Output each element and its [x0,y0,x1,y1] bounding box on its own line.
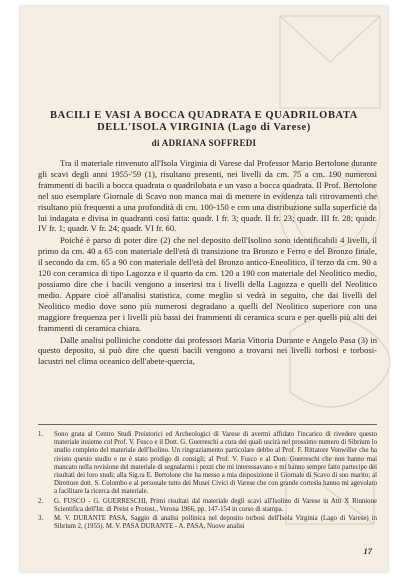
footnote-text: G. FUSCO - G. GUERRESCHI, Primi risultati dal materiale degli scavi all'Isolino di Varese in Atti X Riunione Scientifica dell'Ist. di Preist e Protost., Verona 1966, pp. 147-154 in corso di stampa. [54,497,377,513]
footnote-number: 1. [38,431,44,438]
article-author: di ADRIANA SOFFREDI [151,138,257,148]
article-body [38,158,377,368]
footnote-number: 2. [38,497,44,505]
article-title-line-1: BACILI E VASI A BOCCA QUADRATA E QUADRILOBATA [50,110,358,121]
body-paragraph: Poiché è parso di poter dire (2) che nel deposito dell'Isolino sono identificabili 4 livelli, il primo da cm. 40 a 65 con materiale dell'età di transizione tra Bronzo e Ferro e del Bronzo finale, il secondo da cm. 65 a 90 con materiale dell'età del Bronzo antico-Eneolitico, il terzo da cm. 90 a 120 con ceramica di tipo Lagozza e il quarto da cm. 120 a 190 con materiale del Neolitico medio, possiamo dire che i bacili vengono a inserirsi tra i livelli della Lagozza e quelli del Neolitico medio. Appare cioè all'analisi statistica, come meglio si vedrà in seguito, che dai livelli del Neolitico medio dove sono più numerosi degradano a quelli del Neolitico superiore con una maggiore frequenza per i livelli più bassi dei frammenti di ceramica scura e per quelli più alti dei frammenti di ceramica chiara. [38,235,377,333]
footnote-text: Sono grata al Centro Studi Preistorici ed Archeologici di Varese di avermi affidato l'incarico di rivedere questo materiale insieme col Prof. V. Fusco e il Dott. G. Guerreschi a cura dei quali uscirà nel prossimo numero di Sibrium lo studio completo del materiale dell'Isolino. Un ringraziamento particolare debbo al Prof. F. Rittatore Vonwiller che ha rivisto questo studio e ne è stato prodigo di consigli; al Prof. V. Fusco e al Dott. Guerreschi che non hanno mai mancato nella revisione del materiale di segnalarmi i pezzi che mi interessavano e mi hanno sempre fatto partecipe dei risultati dei loro studi; alla Sig.ra E. Bertolone che ha messo a mia disposizione il Giornale di Scavo di suo marito; al Direttore dott. S. Colombo e al personale tutto dei Musei Civici di Varese che con grande cortesia hanno mi agevolato a facilitare la ricerca del materiale. [54,431,377,496]
footnote-text: M. V. DURANTE PASA, Saggio di analisi pollinica nel deposito torbosi dell'Isola Virginia (Lago di Varese) in Sibrium 2, (1955). M. V. PASA DURANTE - A. PASA, Nuove analisi [54,515,377,531]
footnote [38,498,377,514]
body-paragraph: Tra il materiale rinvenuto all'Isola Virginia di Varese dal Professor Mario Bertolone durante gli scavi degli anni 1955-'59 (1), risultano presenti, nei livelli da cm. 75 a cm. 190 numerosi frammenti di bacili a bocca quadrata o quadrilobata e un vaso a bocca quadrata. Il Prof. Bertolone nel suo esemplare Giornale di Scavo non manca mai di mettere in evidenza tali ritrovamenti che risultano più frequenti a una profondità di cm. 100-150 e con una distribuzione sulla superficie da lui indagata e divisa in quadranti così fatta: quadr. I fr. 3; quadr. II fr. 23; quadr. III fr. 28; quadr. IV fr. 1; quadr. V fr. 24; quadr. VI fr. 60. [38,158,377,234]
page-number: 17 [363,546,372,556]
footnotes [38,424,377,532]
footnote [38,515,377,531]
footnote-number: 3. [38,515,44,523]
footnote [38,431,377,497]
body-paragraph: Dalle analisi polliniche condotte dai professori Maria Vittoria Durante e Angelo Pasa (3) in questo deposito, si può dire che questi bacili vengono a trovarsi nei livelli torbosi e torbosi-lacustri nel clima oceanico dell'abete-quercia, [38,334,377,367]
article-title-line-2: DELL'ISOLA VIRGINIA (Lago di Varese) [97,122,311,133]
journal-page [20,6,388,572]
article-title [38,110,370,134]
